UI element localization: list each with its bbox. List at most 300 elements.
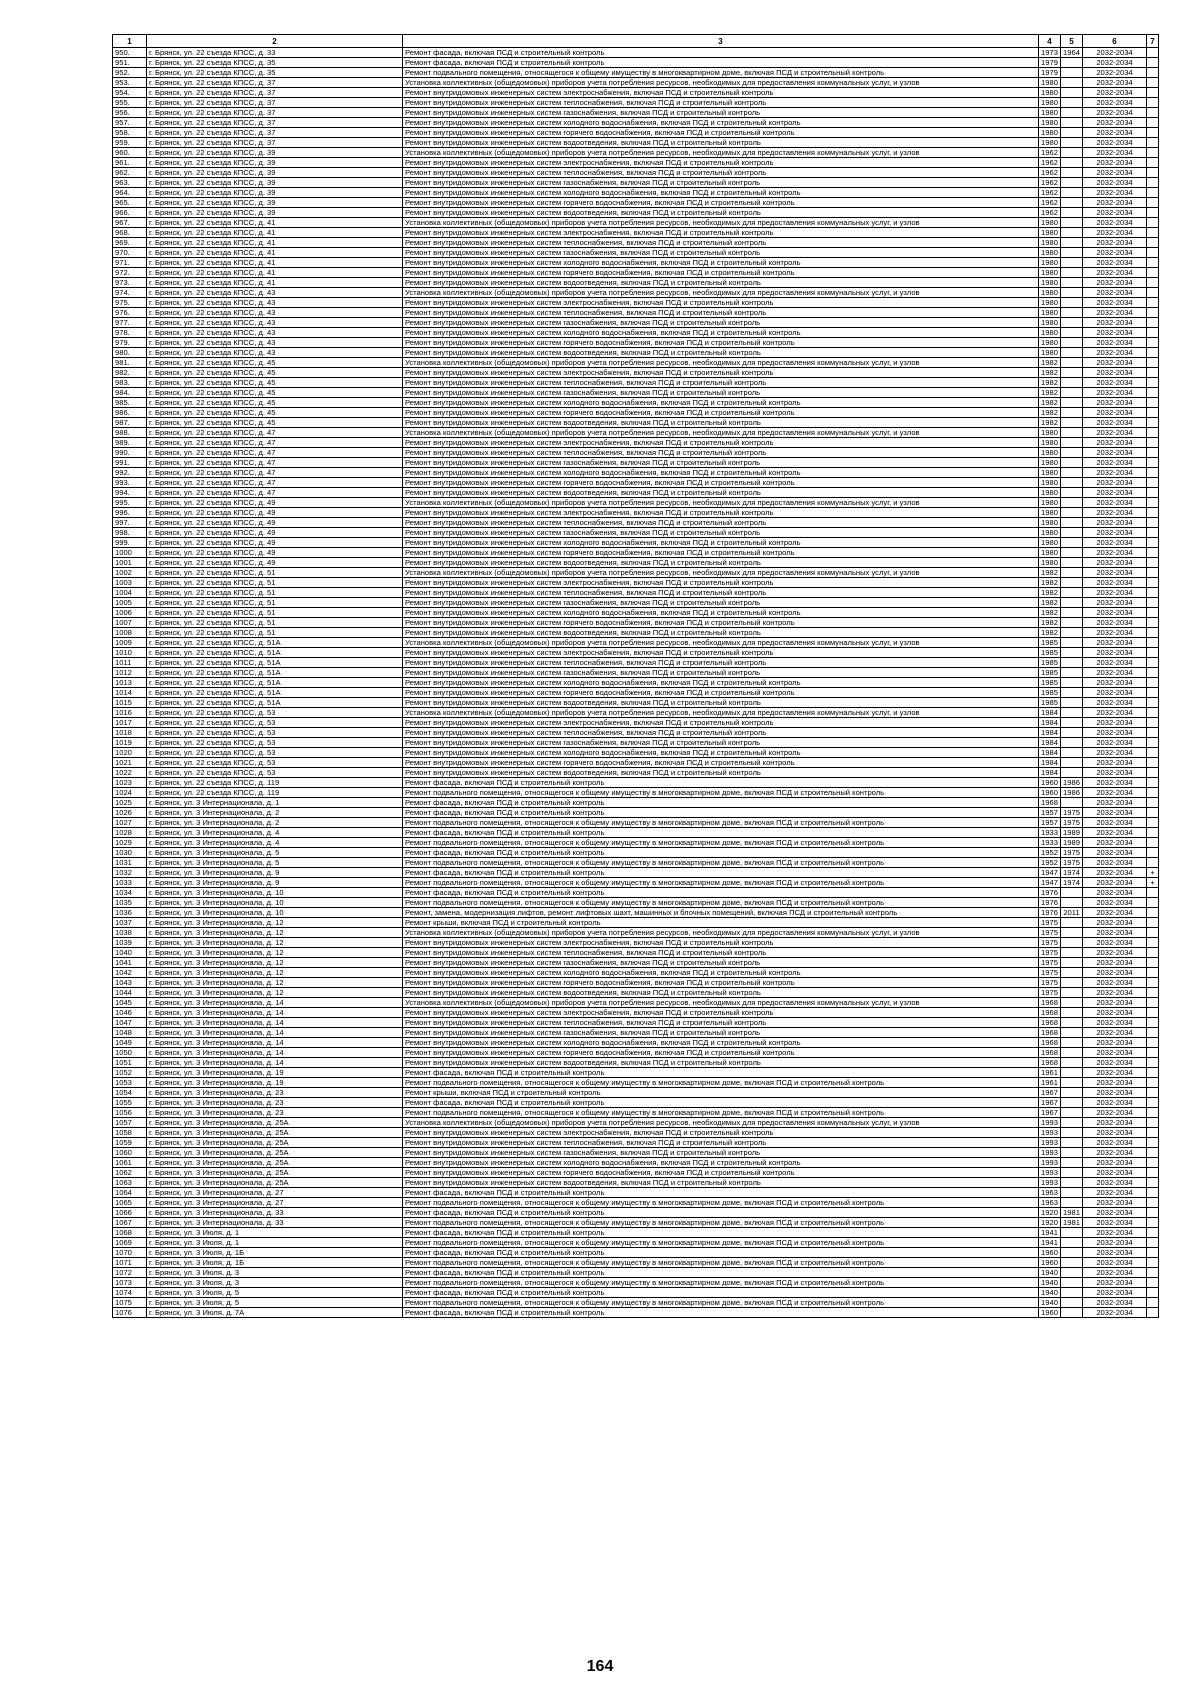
- address-cell: г. Брянск, ул. 22 съезда КПСС, д. 41: [147, 268, 403, 278]
- row-number-cell: 1069: [113, 1238, 147, 1248]
- note-cell: [1147, 1258, 1159, 1268]
- note-cell: [1147, 1118, 1159, 1128]
- work-type-cell: Ремонт подвального помещения, относящегося к общему имуществу в многоквартирном доме, включая ПСД и строительный контроль: [403, 1078, 1039, 1088]
- build-year-cell: 1980: [1039, 298, 1061, 308]
- planned-period-cell: 2032-2034: [1083, 1148, 1147, 1158]
- planned-period-cell: 2032-2034: [1083, 1008, 1147, 1018]
- table-row: [113, 1288, 1159, 1298]
- overhaul-year-cell: [1061, 1228, 1083, 1238]
- address-cell: г. Брянск, ул. 3 Интернационала, д. 14: [147, 998, 403, 1008]
- planned-period-cell: 2032-2034: [1083, 168, 1147, 178]
- table-row: [113, 548, 1159, 558]
- address-cell: г. Брянск, ул. 3 Интернационала, д. 12: [147, 918, 403, 928]
- planned-period-cell: 2032-2034: [1083, 458, 1147, 468]
- work-type-cell: Ремонт внутридомовых инженерных систем теплоснабжения, включая ПСД и строительный контроль: [403, 98, 1039, 108]
- table-row: [113, 578, 1159, 588]
- row-number-cell: 1046: [113, 1008, 147, 1018]
- repair-schedule-table: [112, 34, 1159, 1318]
- row-number-cell: 1010: [113, 648, 147, 658]
- work-type-cell: Ремонт внутридомовых инженерных систем газоснабжения, включая ПСД и строительный контроль: [403, 388, 1039, 398]
- work-type-cell: Ремонт внутридомовых инженерных систем электроснабжения, включая ПСД и строительный контроль: [403, 298, 1039, 308]
- work-type-cell: Ремонт подвального помещения, относящегося к общему имуществу в многоквартирном доме, включая ПСД и строительный контроль: [403, 838, 1039, 848]
- overhaul-year-cell: 1981: [1061, 1208, 1083, 1218]
- work-type-cell: Ремонт внутридомовых инженерных систем газоснабжения, включая ПСД и строительный контроль: [403, 738, 1039, 748]
- planned-period-cell: 2032-2034: [1083, 218, 1147, 228]
- address-cell: г. Брянск, ул. 22 съезда КПСС, д. 39: [147, 168, 403, 178]
- planned-period-cell: 2032-2034: [1083, 898, 1147, 908]
- work-type-cell: Установка коллективных (общедомовых) приборов учета потребления ресурсов, необходимых для предоставления коммунальных услуг, и узлов: [403, 568, 1039, 578]
- table-row: [113, 288, 1159, 298]
- row-number-cell: 979.: [113, 338, 147, 348]
- column-header: 4: [1039, 35, 1061, 48]
- row-number-cell: 1053: [113, 1078, 147, 1088]
- work-type-cell: Ремонт внутридомовых инженерных систем водоотведения, включая ПСД и строительный контроль: [403, 1058, 1039, 1068]
- note-cell: [1147, 58, 1159, 68]
- table-row: [113, 808, 1159, 818]
- note-cell: [1147, 918, 1159, 928]
- row-number-cell: 1016: [113, 708, 147, 718]
- work-type-cell: Ремонт внутридомовых инженерных систем водоотведения, включая ПСД и строительный контроль: [403, 138, 1039, 148]
- note-cell: [1147, 638, 1159, 648]
- planned-period-cell: 2032-2034: [1083, 688, 1147, 698]
- row-number-cell: 1032: [113, 868, 147, 878]
- work-type-cell: Ремонт внутридомовых инженерных систем теплоснабжения, включая ПСД и строительный контроль: [403, 378, 1039, 388]
- row-number-cell: 1029: [113, 838, 147, 848]
- row-number-cell: 1075: [113, 1298, 147, 1308]
- address-cell: г. Брянск, ул. 22 съезда КПСС, д. 51: [147, 628, 403, 638]
- table-row: [113, 1258, 1159, 1268]
- overhaul-year-cell: [1061, 1268, 1083, 1278]
- address-cell: г. Брянск, ул. 3 Интернационала, д. 2: [147, 808, 403, 818]
- planned-period-cell: 2032-2034: [1083, 1248, 1147, 1258]
- work-type-cell: Установка коллективных (общедомовых) приборов учета потребления ресурсов, необходимых для предоставления коммунальных услуг, и узлов: [403, 148, 1039, 158]
- row-number-cell: 1064: [113, 1188, 147, 1198]
- table-row: [113, 1128, 1159, 1138]
- planned-period-cell: 2032-2034: [1083, 1258, 1147, 1268]
- table-row: [113, 928, 1159, 938]
- address-cell: г. Брянск, ул. 3 Интернационала, д. 12: [147, 988, 403, 998]
- table-row: [113, 198, 1159, 208]
- row-number-cell: 967.: [113, 218, 147, 228]
- overhaul-year-cell: [1061, 108, 1083, 118]
- planned-period-cell: 2032-2034: [1083, 528, 1147, 538]
- overhaul-year-cell: [1061, 1038, 1083, 1048]
- table-row: [113, 128, 1159, 138]
- address-cell: г. Брянск, ул. 22 съезда КПСС, д. 37: [147, 118, 403, 128]
- work-type-cell: Ремонт внутридомовых инженерных систем водоотведения, включая ПСД и строительный контроль: [403, 988, 1039, 998]
- address-cell: г. Брянск, ул. 3 Интернационала, д. 14: [147, 1048, 403, 1058]
- overhaul-year-cell: [1061, 768, 1083, 778]
- planned-period-cell: 2032-2034: [1083, 1288, 1147, 1298]
- build-year-cell: 1975: [1039, 928, 1061, 938]
- build-year-cell: 1985: [1039, 668, 1061, 678]
- note-cell: [1147, 188, 1159, 198]
- note-cell: [1147, 178, 1159, 188]
- build-year-cell: 1985: [1039, 658, 1061, 668]
- overhaul-year-cell: [1061, 1118, 1083, 1128]
- address-cell: г. Брянск, ул. 22 съезда КПСС, д. 49: [147, 508, 403, 518]
- overhaul-year-cell: [1061, 118, 1083, 128]
- row-number-cell: 1004: [113, 588, 147, 598]
- table-row: [113, 1038, 1159, 1048]
- address-cell: г. Брянск, ул. 3 Интернационала, д. 12: [147, 948, 403, 958]
- address-cell: г. Брянск, ул. 3 Интернационала, д. 5: [147, 858, 403, 868]
- row-number-cell: 1051: [113, 1058, 147, 1068]
- row-number-cell: 965.: [113, 198, 147, 208]
- note-cell: [1147, 1198, 1159, 1208]
- table-row: [113, 1268, 1159, 1278]
- row-number-cell: 1033: [113, 878, 147, 888]
- build-year-cell: 1941: [1039, 1238, 1061, 1248]
- build-year-cell: 1968: [1039, 1018, 1061, 1028]
- row-number-cell: 955.: [113, 98, 147, 108]
- work-type-cell: Ремонт внутридомовых инженерных систем водоотведения, включая ПСД и строительный контроль: [403, 278, 1039, 288]
- table-row: [113, 318, 1159, 328]
- table-row: [113, 858, 1159, 868]
- work-type-cell: Ремонт внутридомовых инженерных систем холодного водоснабжения, включая ПСД и строительный контроль: [403, 538, 1039, 548]
- planned-period-cell: 2032-2034: [1083, 1228, 1147, 1238]
- work-type-cell: Ремонт внутридомовых инженерных систем газоснабжения, включая ПСД и строительный контроль: [403, 458, 1039, 468]
- note-cell: [1147, 1008, 1159, 1018]
- work-type-cell: Ремонт внутридомовых инженерных систем теплоснабжения, включая ПСД и строительный контроль: [403, 1138, 1039, 1148]
- overhaul-year-cell: [1061, 1278, 1083, 1288]
- build-year-cell: 1984: [1039, 728, 1061, 738]
- work-type-cell: Ремонт внутридомовых инженерных систем горячего водоснабжения, включая ПСД и строительный контроль: [403, 758, 1039, 768]
- build-year-cell: 1962: [1039, 158, 1061, 168]
- note-cell: [1147, 618, 1159, 628]
- build-year-cell: 1980: [1039, 438, 1061, 448]
- overhaul-year-cell: [1061, 448, 1083, 458]
- build-year-cell: 1980: [1039, 228, 1061, 238]
- address-cell: г. Брянск, ул. 3 Интернационала, д. 23: [147, 1098, 403, 1108]
- table-row: [113, 348, 1159, 358]
- overhaul-year-cell: [1061, 1238, 1083, 1248]
- build-year-cell: 1984: [1039, 738, 1061, 748]
- address-cell: г. Брянск, ул. 3 Интернационала, д. 10: [147, 888, 403, 898]
- table-row: [113, 188, 1159, 198]
- row-number-cell: 1007: [113, 618, 147, 628]
- work-type-cell: Ремонт внутридомовых инженерных систем водоотведения, включая ПСД и строительный контроль: [403, 768, 1039, 778]
- overhaul-year-cell: [1061, 648, 1083, 658]
- planned-period-cell: 2032-2034: [1083, 78, 1147, 88]
- row-number-cell: 1070: [113, 1248, 147, 1258]
- note-cell: [1147, 728, 1159, 738]
- table-row: [113, 98, 1159, 108]
- table-row: [113, 148, 1159, 158]
- overhaul-year-cell: [1061, 428, 1083, 438]
- work-type-cell: Ремонт внутридомовых инженерных систем электроснабжения, включая ПСД и строительный контроль: [403, 228, 1039, 238]
- build-year-cell: 1980: [1039, 98, 1061, 108]
- build-year-cell: 1920: [1039, 1208, 1061, 1218]
- planned-period-cell: 2032-2034: [1083, 848, 1147, 858]
- work-type-cell: Ремонт внутридомовых инженерных систем газоснабжения, включая ПСД и строительный контроль: [403, 1148, 1039, 1158]
- overhaul-year-cell: [1061, 348, 1083, 358]
- planned-period-cell: 2032-2034: [1083, 358, 1147, 368]
- table-row: [113, 768, 1159, 778]
- work-type-cell: Ремонт внутридомовых инженерных систем холодного водоснабжения, включая ПСД и строительный контроль: [403, 258, 1039, 268]
- table-row: [113, 668, 1159, 678]
- build-year-cell: 1980: [1039, 348, 1061, 358]
- work-type-cell: Установка коллективных (общедомовых) приборов учета потребления ресурсов, необходимых для предоставления коммунальных услуг, и узлов: [403, 358, 1039, 368]
- build-year-cell: 1933: [1039, 838, 1061, 848]
- note-cell: [1147, 1208, 1159, 1218]
- address-cell: г. Брянск, ул. 3 Интернационала, д. 25А: [147, 1118, 403, 1128]
- build-year-cell: 1952: [1039, 858, 1061, 868]
- table-row: [113, 848, 1159, 858]
- address-cell: г. Брянск, ул. 3 Июля, д. 1Б: [147, 1248, 403, 1258]
- overhaul-year-cell: [1061, 308, 1083, 318]
- overhaul-year-cell: [1061, 698, 1083, 708]
- planned-period-cell: 2032-2034: [1083, 268, 1147, 278]
- table-row: [113, 1068, 1159, 1078]
- build-year-cell: 1967: [1039, 1088, 1061, 1098]
- work-type-cell: Ремонт внутридомовых инженерных систем водоотведения, включая ПСД и строительный контроль: [403, 1178, 1039, 1188]
- table-row: [113, 738, 1159, 748]
- overhaul-year-cell: [1061, 728, 1083, 738]
- note-cell: [1147, 388, 1159, 398]
- overhaul-year-cell: [1061, 68, 1083, 78]
- table-row: [113, 278, 1159, 288]
- address-cell: г. Брянск, ул. 22 съезда КПСС, д. 47: [147, 468, 403, 478]
- planned-period-cell: 2032-2034: [1083, 1038, 1147, 1048]
- build-year-cell: 1975: [1039, 948, 1061, 958]
- work-type-cell: Ремонт внутридомовых инженерных систем горячего водоснабжения, включая ПСД и строительный контроль: [403, 978, 1039, 988]
- planned-period-cell: 2032-2034: [1083, 1208, 1147, 1218]
- note-cell: [1147, 588, 1159, 598]
- build-year-cell: 1952: [1039, 848, 1061, 858]
- row-number-cell: 1066: [113, 1208, 147, 1218]
- note-cell: [1147, 108, 1159, 118]
- build-year-cell: 1980: [1039, 108, 1061, 118]
- work-type-cell: Ремонт подвального помещения, относящегося к общему имуществу в многоквартирном доме, включая ПСД и строительный контроль: [403, 1298, 1039, 1308]
- work-type-cell: Ремонт внутридомовых инженерных систем теплоснабжения, включая ПСД и строительный контроль: [403, 518, 1039, 528]
- address-cell: г. Брянск, ул. 3 Интернационала, д. 25А: [147, 1138, 403, 1148]
- overhaul-year-cell: [1061, 148, 1083, 158]
- row-number-cell: 1061: [113, 1158, 147, 1168]
- table-row: [113, 1198, 1159, 1208]
- build-year-cell: 1968: [1039, 1058, 1061, 1068]
- row-number-cell: 1068: [113, 1228, 147, 1238]
- planned-period-cell: 2032-2034: [1083, 1158, 1147, 1168]
- address-cell: г. Брянск, ул. 22 съезда КПСС, д. 45: [147, 398, 403, 408]
- planned-period-cell: 2032-2034: [1083, 368, 1147, 378]
- note-cell: [1147, 358, 1159, 368]
- address-cell: г. Брянск, ул. 22 съезда КПСС, д. 47: [147, 478, 403, 488]
- note-cell: [1147, 668, 1159, 678]
- work-type-cell: Установка коллективных (общедомовых) приборов учета потребления ресурсов, необходимых для предоставления коммунальных услуг, и узлов: [403, 498, 1039, 508]
- row-number-cell: 981.: [113, 358, 147, 368]
- planned-period-cell: 2032-2034: [1083, 968, 1147, 978]
- build-year-cell: 1980: [1039, 528, 1061, 538]
- planned-period-cell: 2032-2034: [1083, 318, 1147, 328]
- table-row: [113, 878, 1159, 888]
- overhaul-year-cell: [1061, 58, 1083, 68]
- note-cell: [1147, 708, 1159, 718]
- planned-period-cell: 2032-2034: [1083, 428, 1147, 438]
- address-cell: г. Брянск, ул. 22 съезда КПСС, д. 41: [147, 258, 403, 268]
- overhaul-year-cell: [1061, 948, 1083, 958]
- address-cell: г. Брянск, ул. 3 Интернационала, д. 12: [147, 938, 403, 948]
- note-cell: [1147, 768, 1159, 778]
- planned-period-cell: 2032-2034: [1083, 1308, 1147, 1318]
- build-year-cell: 1993: [1039, 1158, 1061, 1168]
- address-cell: г. Брянск, ул. 3 Июля, д. 5: [147, 1298, 403, 1308]
- work-type-cell: Ремонт внутридомовых инженерных систем теплоснабжения, включая ПСД и строительный контроль: [403, 448, 1039, 458]
- table-row: [113, 1168, 1159, 1178]
- note-cell: [1147, 1188, 1159, 1198]
- table-row: [113, 1048, 1159, 1058]
- row-number-cell: 956.: [113, 108, 147, 118]
- note-cell: [1147, 698, 1159, 708]
- build-year-cell: 1993: [1039, 1148, 1061, 1158]
- address-cell: г. Брянск, ул. 3 Интернационала, д. 12: [147, 978, 403, 988]
- row-number-cell: 962.: [113, 168, 147, 178]
- planned-period-cell: 2032-2034: [1083, 1068, 1147, 1078]
- note-cell: [1147, 1048, 1159, 1058]
- table-row: [113, 598, 1159, 608]
- overhaul-year-cell: [1061, 238, 1083, 248]
- work-type-cell: Ремонт внутридомовых инженерных систем водоотведения, включая ПСД и строительный контроль: [403, 628, 1039, 638]
- table-row: [113, 118, 1159, 128]
- row-number-cell: 1048: [113, 1028, 147, 1038]
- note-cell: [1147, 468, 1159, 478]
- work-type-cell: Ремонт внутридомовых инженерных систем газоснабжения, включая ПСД и строительный контроль: [403, 528, 1039, 538]
- work-type-cell: Ремонт внутридомовых инженерных систем горячего водоснабжения, включая ПСД и строительный контроль: [403, 338, 1039, 348]
- work-type-cell: Ремонт внутридомовых инженерных систем холодного водоснабжения, включая ПСД и строительный контроль: [403, 678, 1039, 688]
- work-type-cell: Ремонт подвального помещения, относящегося к общему имуществу в многоквартирном доме, включая ПСД и строительный контроль: [403, 858, 1039, 868]
- overhaul-year-cell: [1061, 548, 1083, 558]
- address-cell: г. Брянск, ул. 22 съезда КПСС, д. 51А: [147, 698, 403, 708]
- row-number-cell: 986.: [113, 408, 147, 418]
- work-type-cell: Ремонт внутридомовых инженерных систем теплоснабжения, включая ПСД и строительный контроль: [403, 238, 1039, 248]
- table-row: [113, 1238, 1159, 1248]
- work-type-cell: Ремонт фасада, включая ПСД и строительный контроль: [403, 1188, 1039, 1198]
- work-type-cell: Ремонт внутридомовых инженерных систем электроснабжения, включая ПСД и строительный контроль: [403, 508, 1039, 518]
- row-number-cell: 1074: [113, 1288, 147, 1298]
- planned-period-cell: 2032-2034: [1083, 818, 1147, 828]
- overhaul-year-cell: [1061, 1288, 1083, 1298]
- build-year-cell: 1980: [1039, 468, 1061, 478]
- table-row: [113, 518, 1159, 528]
- address-cell: г. Брянск, ул. 22 съезда КПСС, д. 35: [147, 68, 403, 78]
- table-row: [113, 268, 1159, 278]
- build-year-cell: 1980: [1039, 308, 1061, 318]
- note-cell: [1147, 928, 1159, 938]
- address-cell: г. Брянск, ул. 22 съезда КПСС, д. 41: [147, 278, 403, 288]
- work-type-cell: Ремонт внутридомовых инженерных систем холодного водоснабжения, включая ПСД и строительный контроль: [403, 608, 1039, 618]
- row-number-cell: 1067: [113, 1218, 147, 1228]
- note-cell: [1147, 1298, 1159, 1308]
- note-cell: [1147, 118, 1159, 128]
- note-cell: [1147, 1018, 1159, 1028]
- work-type-cell: Ремонт внутридомовых инженерных систем горячего водоснабжения, включая ПСД и строительный контроль: [403, 1048, 1039, 1058]
- address-cell: г. Брянск, ул. 22 съезда КПСС, д. 43: [147, 318, 403, 328]
- planned-period-cell: 2032-2034: [1083, 468, 1147, 478]
- work-type-cell: Ремонт внутридомовых инженерных систем газоснабжения, включая ПСД и строительный контроль: [403, 108, 1039, 118]
- address-cell: г. Брянск, ул. 3 Интернационала, д. 14: [147, 1008, 403, 1018]
- build-year-cell: 1984: [1039, 718, 1061, 728]
- build-year-cell: 1963: [1039, 1198, 1061, 1208]
- planned-period-cell: 2032-2034: [1083, 578, 1147, 588]
- build-year-cell: 1947: [1039, 868, 1061, 878]
- planned-period-cell: 2032-2034: [1083, 728, 1147, 738]
- note-cell: [1147, 338, 1159, 348]
- row-number-cell: 1025: [113, 798, 147, 808]
- planned-period-cell: 2032-2034: [1083, 48, 1147, 58]
- address-cell: г. Брянск, ул. 22 съезда КПСС, д. 39: [147, 178, 403, 188]
- build-year-cell: 1985: [1039, 678, 1061, 688]
- planned-period-cell: 2032-2034: [1083, 788, 1147, 798]
- work-type-cell: Ремонт фасада, включая ПСД и строительный контроль: [403, 868, 1039, 878]
- row-number-cell: 969.: [113, 238, 147, 248]
- row-number-cell: 974.: [113, 288, 147, 298]
- overhaul-year-cell: 1975: [1061, 848, 1083, 858]
- overhaul-year-cell: [1061, 1188, 1083, 1198]
- planned-period-cell: 2032-2034: [1083, 178, 1147, 188]
- planned-period-cell: 2032-2034: [1083, 128, 1147, 138]
- overhaul-year-cell: [1061, 1198, 1083, 1208]
- build-year-cell: 1980: [1039, 478, 1061, 488]
- address-cell: г. Брянск, ул. 3 Июля, д. 5: [147, 1288, 403, 1298]
- overhaul-year-cell: [1061, 658, 1083, 668]
- row-number-cell: 982.: [113, 368, 147, 378]
- address-cell: г. Брянск, ул. 3 Июля, д. 1: [147, 1228, 403, 1238]
- work-type-cell: Ремонт внутридомовых инженерных систем электроснабжения, включая ПСД и строительный контроль: [403, 368, 1039, 378]
- work-type-cell: Ремонт внутридомовых инженерных систем горячего водоснабжения, включая ПСД и строительный контроль: [403, 548, 1039, 558]
- row-number-cell: 1040: [113, 948, 147, 958]
- address-cell: г. Брянск, ул. 3 Интернационала, д. 33: [147, 1208, 403, 1218]
- row-number-cell: 1031: [113, 858, 147, 868]
- table-row: [113, 948, 1159, 958]
- table-row: [113, 838, 1159, 848]
- overhaul-year-cell: 1964: [1061, 48, 1083, 58]
- work-type-cell: Ремонт внутридомовых инженерных систем холодного водоснабжения, включая ПСД и строительный контроль: [403, 1158, 1039, 1168]
- work-type-cell: Ремонт внутридомовых инженерных систем горячего водоснабжения, включая ПСД и строительный контроль: [403, 618, 1039, 628]
- planned-period-cell: 2032-2034: [1083, 718, 1147, 728]
- overhaul-year-cell: [1061, 128, 1083, 138]
- address-cell: г. Брянск, ул. 22 съезда КПСС, д. 47: [147, 458, 403, 468]
- table-row: [113, 978, 1159, 988]
- address-cell: г. Брянск, ул. 3 Интернационала, д. 1: [147, 798, 403, 808]
- build-year-cell: 1962: [1039, 208, 1061, 218]
- work-type-cell: Ремонт внутридомовых инженерных систем горячего водоснабжения, включая ПСД и строительный контроль: [403, 1168, 1039, 1178]
- planned-period-cell: 2032-2034: [1083, 148, 1147, 158]
- address-cell: г. Брянск, ул. 22 съезда КПСС, д. 39: [147, 188, 403, 198]
- note-cell: [1147, 428, 1159, 438]
- row-number-cell: 990.: [113, 448, 147, 458]
- planned-period-cell: 2032-2034: [1083, 1138, 1147, 1148]
- overhaul-year-cell: 1975: [1061, 818, 1083, 828]
- build-year-cell: 1980: [1039, 118, 1061, 128]
- address-cell: г. Брянск, ул. 22 съезда КПСС, д. 53: [147, 728, 403, 738]
- note-cell: [1147, 288, 1159, 298]
- note-cell: [1147, 258, 1159, 268]
- table-row: [113, 68, 1159, 78]
- address-cell: г. Брянск, ул. 22 съезда КПСС, д. 37: [147, 88, 403, 98]
- work-type-cell: Установка коллективных (общедомовых) приборов учета потребления ресурсов, необходимых для предоставления коммунальных услуг, и узлов: [403, 1118, 1039, 1128]
- overhaul-year-cell: 1989: [1061, 828, 1083, 838]
- row-number-cell: 978.: [113, 328, 147, 338]
- work-type-cell: Ремонт внутридомовых инженерных систем электроснабжения, включая ПСД и строительный контроль: [403, 938, 1039, 948]
- build-year-cell: 1982: [1039, 608, 1061, 618]
- overhaul-year-cell: [1061, 518, 1083, 528]
- planned-period-cell: 2032-2034: [1083, 568, 1147, 578]
- planned-period-cell: 2032-2034: [1083, 88, 1147, 98]
- build-year-cell: 1961: [1039, 1068, 1061, 1078]
- table-row: [113, 1118, 1159, 1128]
- note-cell: [1147, 498, 1159, 508]
- table-row: [113, 418, 1159, 428]
